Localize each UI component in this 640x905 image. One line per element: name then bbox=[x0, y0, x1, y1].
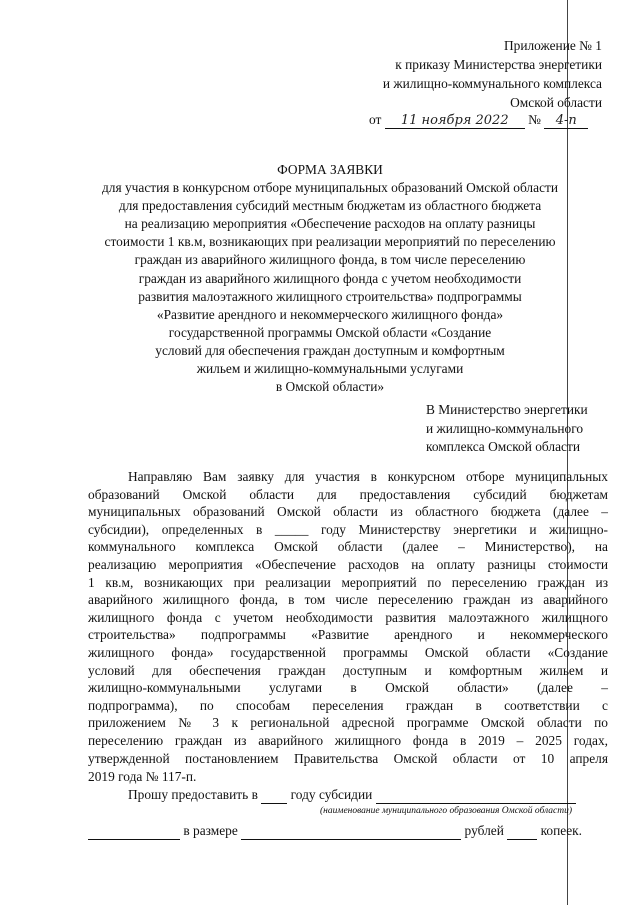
rubles-blank bbox=[241, 823, 461, 840]
title-line: для участия в конкурсном отборе муниципальных образований Омской области bbox=[101, 180, 559, 195]
kopecks-label: копеек. bbox=[540, 823, 583, 838]
body-line: приложением № 3 к региональной адресной программе Омской области по bbox=[88, 715, 608, 731]
body-line: жилищного фонда» государственной программы Омской области «Создание bbox=[88, 645, 608, 660]
body-line: аварийного жилищного фонда, в том числе переселению граждан из аварийного bbox=[88, 592, 608, 608]
title-line: государственной программы Омской области «Создание bbox=[168, 324, 492, 340]
order-ref-line1: к приказу Министерства энергетики bbox=[395, 57, 602, 72]
body-line: Направляю Вам заявку для участия в конкурсном отборе муниципальных bbox=[128, 469, 608, 484]
body-line: субсидии), определенных в _____ году Министерству энергетики и жилищно- bbox=[88, 521, 608, 537]
body-last-line: 2019 года № 117-п. bbox=[88, 769, 197, 784]
order-date-row bbox=[369, 112, 588, 129]
addr-line: В Министерство энергетики bbox=[426, 402, 588, 417]
title-line: граждан из аварийного жилищного фонда с учетом необходимости bbox=[138, 270, 522, 286]
title-line: «Развитие арендного и некоммерческого жилищного фонда» bbox=[156, 306, 504, 322]
body-line: утвержденной постановлением Правительства Омской области от 10 апреля bbox=[88, 750, 608, 766]
request-text-a: Прошу предоставить в bbox=[128, 787, 258, 802]
body-line: строительства» подпрограммы «Развитие арендного и некоммерческого bbox=[88, 627, 608, 643]
title-line: стоимости 1 кв.м, возникающих при реализации мероприятий по переселению bbox=[104, 234, 556, 250]
body-line: жилищно-коммунальными услугами в Омской области» (далее – bbox=[88, 680, 608, 696]
title-line: условий для обеспечения граждан доступным и комфортным bbox=[155, 342, 505, 358]
order-ref-line3: Омской области bbox=[510, 95, 602, 110]
number-prefix: № bbox=[528, 112, 541, 127]
kopecks-blank bbox=[507, 823, 537, 840]
request-line2 bbox=[88, 823, 582, 840]
title-line: жильем и жилищно-коммунальными услугами bbox=[196, 361, 464, 376]
amount-label: в размере bbox=[183, 823, 238, 838]
prefix-blank bbox=[88, 823, 180, 840]
title-line: развития малоэтажного жилищного строительства» подпрограммы bbox=[138, 288, 522, 304]
body-line: переселению граждан из аварийного жилищного фонда в 2019 – 2025 годах, bbox=[88, 733, 608, 748]
form-title: ФОРМА ЗАЯВКИ bbox=[277, 162, 383, 177]
body-line: 1 кв.м, возникающих при реализации мероприятий по переселению граждан из bbox=[88, 574, 608, 590]
municipality-caption: (наименование муниципального образования Омской области) bbox=[320, 806, 573, 816]
body-line: жилищного фонда с учетом необходимости развития малоэтажного жилищного bbox=[88, 609, 608, 625]
body-line: реализацию мероприятия «Обеспечение расходов на оплату разницы стоимости bbox=[88, 557, 608, 572]
order-ref-line2: и жилищно-коммунального комплекса bbox=[382, 76, 602, 91]
addr-line: комплекса Омской области bbox=[426, 439, 580, 454]
handwritten-number: 4-п bbox=[544, 113, 588, 129]
municipality-blank bbox=[376, 787, 576, 804]
body-line: подпрограмма), по способам переселения граждан в соответствии с bbox=[88, 697, 608, 713]
request-line1 bbox=[128, 787, 576, 804]
addr-line: и жилищно-коммунального bbox=[426, 420, 584, 436]
request-text-b: году субсидии bbox=[290, 787, 373, 802]
body-line: муниципальных образований Омской области из областного бюджета (далее – bbox=[88, 504, 608, 520]
date-prefix: от bbox=[369, 112, 382, 127]
title-line: на реализацию мероприятия «Обеспечение расходов на оплату разницы bbox=[124, 216, 536, 232]
title-line: граждан из аварийного жилищного фонда, в том числе переселению bbox=[134, 252, 526, 268]
appendix-label: Приложение № 1 bbox=[503, 38, 602, 53]
body-line: образований Омской области для предоставления субсидий бюджетам bbox=[88, 486, 608, 502]
rubles-label: рублей bbox=[464, 823, 504, 838]
title-line: в Омской области» bbox=[275, 379, 385, 395]
title-line: для предоставления субсидий местным бюджетам из областного бюджета bbox=[118, 198, 542, 214]
year-blank bbox=[261, 787, 287, 804]
handwritten-date: 11 ноября 2022 bbox=[385, 113, 525, 129]
body-line: коммунального комплекса Омской области (далее – Министерство), на bbox=[88, 539, 608, 555]
body-line: условий для обеспечения граждан доступным и комфортным жильем и bbox=[88, 662, 608, 678]
